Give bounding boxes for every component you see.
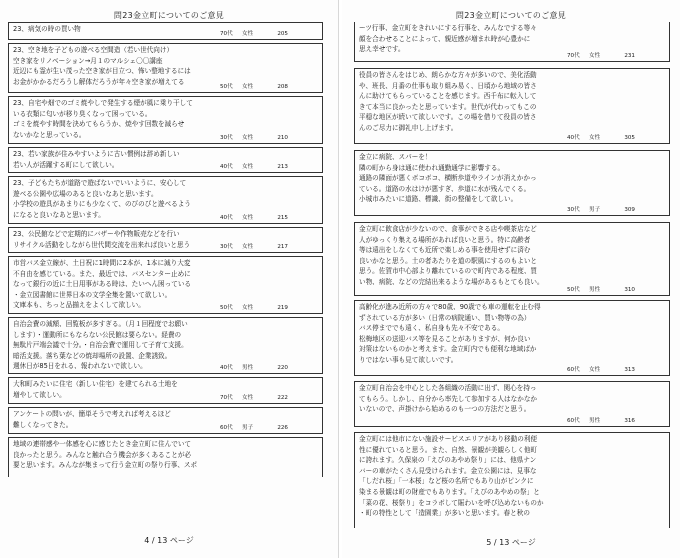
opinion-entry: [8, 437, 323, 477]
opinion-entry: [8, 227, 323, 253]
opinion-text: 23、若い家族が住みやすいように古い慣例は辞め新しい 若い人が活躍する町にして欲しい。: [13, 150, 180, 169]
respondent-info: 60代 男子 226: [220, 425, 288, 431]
respondent-info: 50代 女性 219: [220, 305, 288, 311]
opinion-text: 金立町には他市にない施設サービスエリアがあり移動の利便 性に優れていると思う。また、自然、景観が美観らしく他町 に誇れます。久保泉の「えびのあやめ祭り」には、他県ナン バーの車がたくさん見受けられます。金立公園には、見事な 「しだれ桜」「一本桜」など桜の名所でもあり山がピンクに 染まる景観は町の財産でもあります。「えびのあやめの祭」と 「菜の花、桜祭り」をコラボして賑わいを呼び込めないものか ・町の特性として「造園業」が多いと思います。春と秋の: [359, 435, 544, 518]
respondent-info: 30代 女性 210: [220, 135, 288, 141]
opinion-text: 金立に病院、スパーを！ 隣の町から身は通に使われ通勤通学に影響する。 通路の隣面が悪くボコボコ、横断歩道やラインが消えかかっ ている。道路の水はけが悪すぎ、歩道に水が残んでくる。 小城市みたいに道路、標識、街の整備をして欲しい。: [359, 153, 537, 204]
respondent-info: 30代 男子 309: [567, 207, 635, 213]
opinion-text: 金立町自治会を中心とした各組織の活動に出ず、関心を持っ てもらう。しかし、自分から率先して参加する人はなかなか いないので、声掛けから始めるのも一つの方法だと思う。: [359, 384, 538, 414]
respondent-info: 30代 女性 217: [220, 244, 288, 250]
opinion-entry: [8, 176, 323, 224]
opinion-entry: [8, 377, 323, 404]
opinion-text: 役員の皆さんをはじめ、朗らかな方々が多いので、美化活動 や、班長、月番の仕事も取り組み易く、日頃から地域の皆さ んに助けてもらっていることを感じます。西千布に転入して きて本当に良かったと思っています。世代が代わってもこの 平穏な地区が続いて欲しいです。この場を借りて役員の皆さ んのご尽力に御礼申し上げます。: [359, 71, 537, 132]
opinion-entry: [354, 381, 670, 427]
opinion-entry: [8, 22, 323, 40]
opinion-entry: [354, 432, 670, 528]
document-page-5: [342, 0, 680, 558]
opinion-entry: [8, 317, 323, 374]
opinion-text: 23、空き地を子どもの遊べる空間造（若い世代向け） 空き家をリノベーション→月１のマルシェ〇〇講座 近辺にも霊が生い茂った空き家が目立つ、怖い整地するには お金がかかるだろうし解体だろうが年々空き家が増えてる: [13, 46, 191, 86]
opinion-entry: [354, 222, 670, 296]
opinion-text: 大和町みたいに住宅（新しい住宅）を建てられる土地を 増やして欲しい。: [13, 380, 178, 399]
opinion-text: 23、病気の時の買い物: [13, 25, 81, 33]
opinion-text: 自治会費の減額、回覧板が多すぎる。（月１回程度でお願い します）・運動所にもならない公民館は要らない。経費の 無駄片戸端会議で十分。・自治会費で運用して子育て支援。 暗活支援。落ち葉などの焼却場所の設置、企業誘致。 週休日が85日をれる、報われないで欲しい。: [13, 320, 188, 371]
opinion-text: 市営バス金立線が、土日祝に1時間に2本が、1本に減り大変 不自由を感じている。また、最近では、バスセンター止めに なって銀行の近に土日用事がある時は、たいへん困っている ・金立図書館に世界日本の文学全集を置いて欲しい。 文庫本も、ちっと品揃えをよくして欲しい。: [13, 259, 192, 310]
page-number: 5 / 13 ページ: [486, 538, 536, 547]
opinion-entry: [8, 147, 323, 173]
opinion-text: 23、子どもたちが道路で遊ばないでいいように、安心して 遊べる公園や広場のあると良いなあと思います。 小学校の遊具があまりにも少なくて、のびのびと遊べるよう になると良いなあと思います。: [13, 179, 191, 219]
respondent-info: 50代 女性 208: [220, 84, 288, 90]
opinion-text: 23、公民館などで定期的にバザーや作物販売などを行い リサイクル活動をしながら世代間交流を出来れば良いと思う: [13, 230, 191, 249]
respondent-info: 50代 男性 310: [567, 287, 635, 293]
opinion-entry: [8, 256, 323, 314]
opinion-entry: [8, 407, 323, 434]
page-number: 4 / 13 ページ: [144, 536, 194, 545]
opinion-text: ーツ行事、金立町をきれいにする行事を、みんなでする等々 顔を合わせることによって、親近感が増まれ時が心豊かに 思え幸せです。: [359, 24, 537, 54]
opinion-entry: [354, 68, 670, 144]
opinion-entry: [354, 300, 670, 376]
opinion-text: 金立町に飲食店が少ないので、食事ができる店や喫茶店など 人がゆっくり集える場所があれば良いと思う。特に高齢者 等は遠出をしなくても近所で楽しめる事を使用せずに済む 良いかなと思う。土の者あたりを道の駅風にするのもよいと 思う。佐賀市中心部より離れているので町内である程度、買 い物、病院、などの完結出来るような場があるもとても良い。: [359, 225, 544, 286]
respondent-info: 70代 女性 205: [220, 31, 288, 37]
respondent-info: 60代 男性 316: [567, 418, 635, 424]
respondent-info: 40代 女性 305: [567, 135, 635, 141]
respondent-info: 40代 女性 213: [220, 164, 288, 170]
opinion-entry: [354, 22, 670, 62]
respondent-info: 40代 男性 220: [220, 365, 288, 371]
page-title: 問23金立町についてのご意見: [455, 11, 567, 20]
respondent-info: 70代 女性 231: [567, 53, 635, 59]
opinion-text: アンケートの問いが、簡単そうで考えれば考えるほど 難しくなってきた。: [13, 410, 171, 429]
page-title: 問23金立町についてのご意見: [113, 11, 225, 20]
opinion-text: 高齢化が進み近所の方々で80歳、90歳でも車の運転を止む得 ずされている方が多い（日常の病院通い、買い物等の為） バス停まででも遠く、私自身も先々不安である。 松梅地区の送迎バス等を見ることがありますが、何か良い 対策はないものかと考えます。金立町内でも便利な地域ばか りではない事も見て欲しいです。: [359, 303, 541, 364]
respondent-info: 60代 女性 313: [567, 367, 635, 373]
opinion-text: 23、自宅や畑でのゴミ焼やしで発生する煙が風に乗り干して いる衣類に匂いが移り臭くなって困っている。 ゴミを焼やす時間を決めてもらうか、焼やす回数を減らせ ないかなと思っている。: [13, 99, 193, 139]
document-page-4: [0, 0, 339, 558]
opinion-entry: [354, 150, 670, 216]
respondent-info: 70代 女性 222: [220, 395, 288, 401]
respondent-info: 40代 女性 215: [220, 215, 288, 221]
opinion-entry: [8, 43, 323, 93]
opinion-text: 地域の連帯感や一体感を心に感じたとき金立町に住んでいて 良かったと思う。みんなと触れ合う機会が多くあることが必 要と思います。みんなが集まって行う金立町の祭り行事、スポ: [13, 440, 198, 470]
opinion-entry: [8, 96, 323, 144]
